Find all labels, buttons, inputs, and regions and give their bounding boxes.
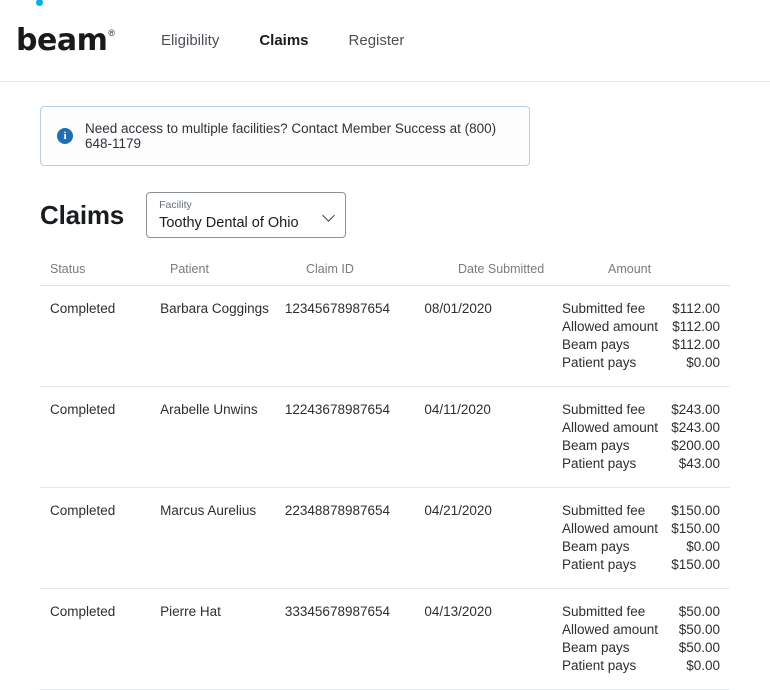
nav-item-claims[interactable]: Claims — [259, 32, 309, 49]
amount-value: $43.00 — [678, 456, 720, 471]
beam-logo[interactable] — [16, 22, 115, 58]
amount-value: $50.00 — [678, 604, 720, 619]
amount-label: Patient pays — [562, 456, 637, 471]
cell-patient: Arabelle Unwins — [160, 402, 258, 417]
amount-label: Submitted fee — [562, 402, 646, 417]
claims-table-body — [40, 286, 730, 690]
amount-value: $0.00 — [686, 658, 720, 673]
amount-label: Beam pays — [562, 438, 630, 453]
amount-label: Patient pays — [562, 355, 637, 370]
amount-label: Patient pays — [562, 557, 637, 572]
amount-label: Beam pays — [562, 640, 630, 655]
amount-label: Allowed amount — [562, 319, 659, 334]
table-row[interactable] — [40, 286, 730, 387]
cell-claim-id: 22348878987654 — [284, 503, 391, 518]
facility-select-label: Facility — [159, 199, 192, 211]
facility-select[interactable] — [146, 192, 346, 238]
cell-status: Completed — [50, 503, 116, 518]
cell-amount — [562, 603, 720, 675]
amount-value: $112.00 — [672, 319, 720, 334]
amount-value: $150.00 — [671, 557, 720, 572]
amount-value: $0.00 — [686, 539, 720, 554]
cell-date-submitted: 04/21/2020 — [424, 503, 492, 518]
amount-label: Beam pays — [562, 539, 630, 554]
info-icon: i — [57, 128, 73, 144]
cell-claim-id: 33345678987654 — [284, 604, 391, 619]
amount-value: $243.00 — [671, 420, 720, 435]
amount-value: $50.00 — [678, 640, 720, 655]
logo-dot-icon — [36, 0, 43, 6]
amount-value: $112.00 — [672, 337, 720, 352]
amount-label: Submitted fee — [562, 503, 646, 518]
page-content — [0, 106, 770, 690]
logo-wordmark: beam — [16, 22, 108, 58]
nav-item-register[interactable]: Register — [348, 32, 405, 49]
cell-amount — [562, 401, 720, 473]
cell-amount — [562, 300, 720, 372]
table-row[interactable] — [40, 387, 730, 488]
cell-patient: Marcus Aurelius — [160, 503, 257, 518]
cell-claim-id: 12243678987654 — [284, 402, 391, 417]
page-title: Claims — [40, 199, 125, 230]
top-navigation-bar — [0, 0, 770, 82]
cell-date-submitted: 04/11/2020 — [424, 402, 491, 417]
amount-value: $150.00 — [671, 503, 720, 518]
column-header-amount: Amount — [608, 262, 652, 276]
claims-table-header — [40, 262, 730, 286]
amount-label: Submitted fee — [562, 301, 646, 316]
amount-value: $112.00 — [672, 301, 720, 316]
cell-status: Completed — [50, 301, 116, 316]
cell-date-submitted: 08/01/2020 — [424, 301, 492, 316]
table-row[interactable] — [40, 488, 730, 589]
column-header-claim-id: Claim ID — [306, 262, 354, 276]
amount-value: $0.00 — [686, 355, 720, 370]
column-header-date-submitted: Date Submitted — [458, 262, 545, 276]
amount-label: Patient pays — [562, 658, 637, 673]
cell-status: Completed — [50, 604, 116, 619]
cell-patient: Pierre Hat — [160, 604, 221, 619]
info-banner-text: Need access to multiple facilities? Contact Member Success at (800) 648-1179 — [85, 121, 497, 151]
cell-claim-id: 12345678987654 — [284, 301, 391, 316]
cell-status: Completed — [50, 402, 116, 417]
cell-patient: Barbara Coggings — [160, 301, 269, 316]
amount-label: Beam pays — [562, 337, 630, 352]
logo-trademark: ® — [108, 27, 115, 38]
cell-date-submitted: 04/13/2020 — [424, 604, 492, 619]
amount-value: $50.00 — [678, 622, 720, 637]
facility-select-value: Toothy Dental of Ohio — [159, 215, 299, 231]
amount-value: $243.00 — [671, 402, 720, 417]
amount-value: $150.00 — [671, 521, 720, 536]
amount-label: Allowed amount — [562, 521, 659, 536]
claims-table — [40, 262, 730, 690]
cell-amount — [562, 502, 720, 574]
main-nav — [159, 26, 406, 55]
amount-value: $200.00 — [671, 438, 720, 453]
amount-label: Allowed amount — [562, 622, 659, 637]
table-row[interactable] — [40, 589, 730, 690]
column-header-status: Status — [50, 262, 86, 276]
title-row — [40, 192, 730, 238]
amount-label: Allowed amount — [562, 420, 659, 435]
info-banner — [40, 106, 530, 166]
amount-label: Submitted fee — [562, 604, 646, 619]
nav-item-eligibility[interactable]: Eligibility — [160, 32, 220, 49]
column-header-patient: Patient — [170, 262, 209, 276]
